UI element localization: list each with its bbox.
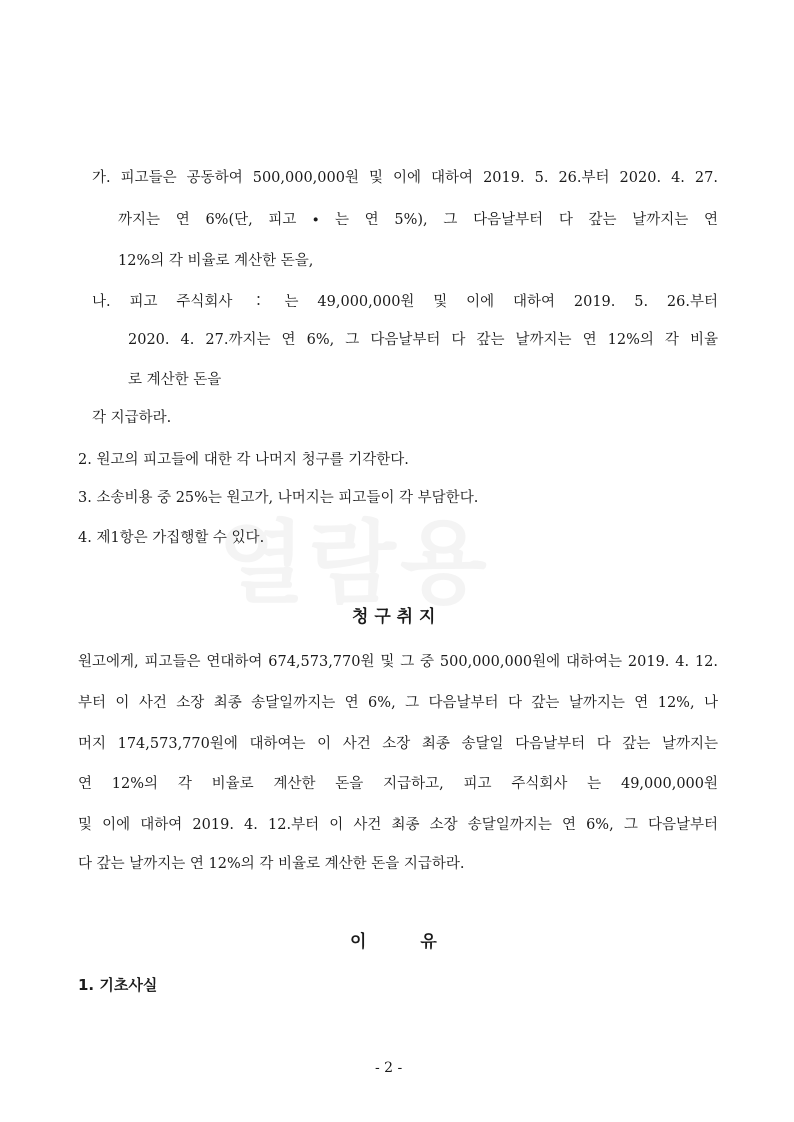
reason-title: 이 유 [350,932,437,952]
claim-line-3: 머지 174,573,770원에 대하여는 이 사건 소장 최종 송달일 다음날부터 다 갚는 날까지는 [78,736,718,752]
order-item-ga-line-2: 까지는 연 6%(단, 피고 ∙ 는 연 5%), 그 다음날부터 다 갚는 날까지는 연 [118,212,718,228]
order-item-2: 2. 원고의 피고들에 대한 각 나머지 청구를 기각한다. [78,452,409,468]
order-pay-line: 각 지급하라. [92,410,172,426]
claim-line-4: 연 12%의 각 비율로 계산한 돈을 지급하고, 피고 주식회사 는 49,000,000원 [78,776,718,792]
claim-line-1: 원고에게, 피고들은 연대하여 674,573,770원 및 그 중 500,000,000원에 대하여는 2019. 4. 12. [78,654,718,670]
claim-line-6: 다 갚는 날까지는 연 12%의 각 비율로 계산한 돈을 지급하라. [78,856,465,872]
watermark [218,490,598,620]
order-item-na-line-3: 로 계산한 돈을 [128,372,222,388]
claim-title: 청 구 취 지 [352,607,436,627]
order-item-ga-line-1: 가. 피고들은 공동하여 500,000,000원 및 이에 대하여 2019. 5. 26.부터 2020. 4. 27. [92,170,718,186]
order-item-ga-line-3: 12%의 각 비율로 계산한 돈을, [118,253,314,269]
claim-line-2: 부터 이 사건 소장 최종 송달일까지는 연 6%, 그 다음날부터 다 갚는 날까지는 연 12%, 나 [78,695,718,711]
page-number: - 2 - [375,1060,403,1076]
order-item-na-line-1: 나. 피고 주식회사 ∶ 는 49,000,000원 및 이에 대하여 2019. 5. 26.부터 [92,294,718,310]
claim-line-5: 및 이에 대하여 2019. 4. 12.부터 이 사건 최종 소장 송달일까지는 연 6%, 그 다음날부터 [78,817,718,833]
order-item-na-line-2: 2020. 4. 27.까지는 연 6%, 그 다음날부터 다 갚는 날까지는 연 12%의 각 비율 [128,332,718,348]
order-item-3: 3. 소송비용 중 25%는 원고가, 나머지는 피고들이 각 부담한다. [78,490,479,506]
order-item-4: 4. 제1항은 가집행할 수 있다. [78,530,265,546]
section-1-heading: 1. 기초사실 [78,976,158,994]
